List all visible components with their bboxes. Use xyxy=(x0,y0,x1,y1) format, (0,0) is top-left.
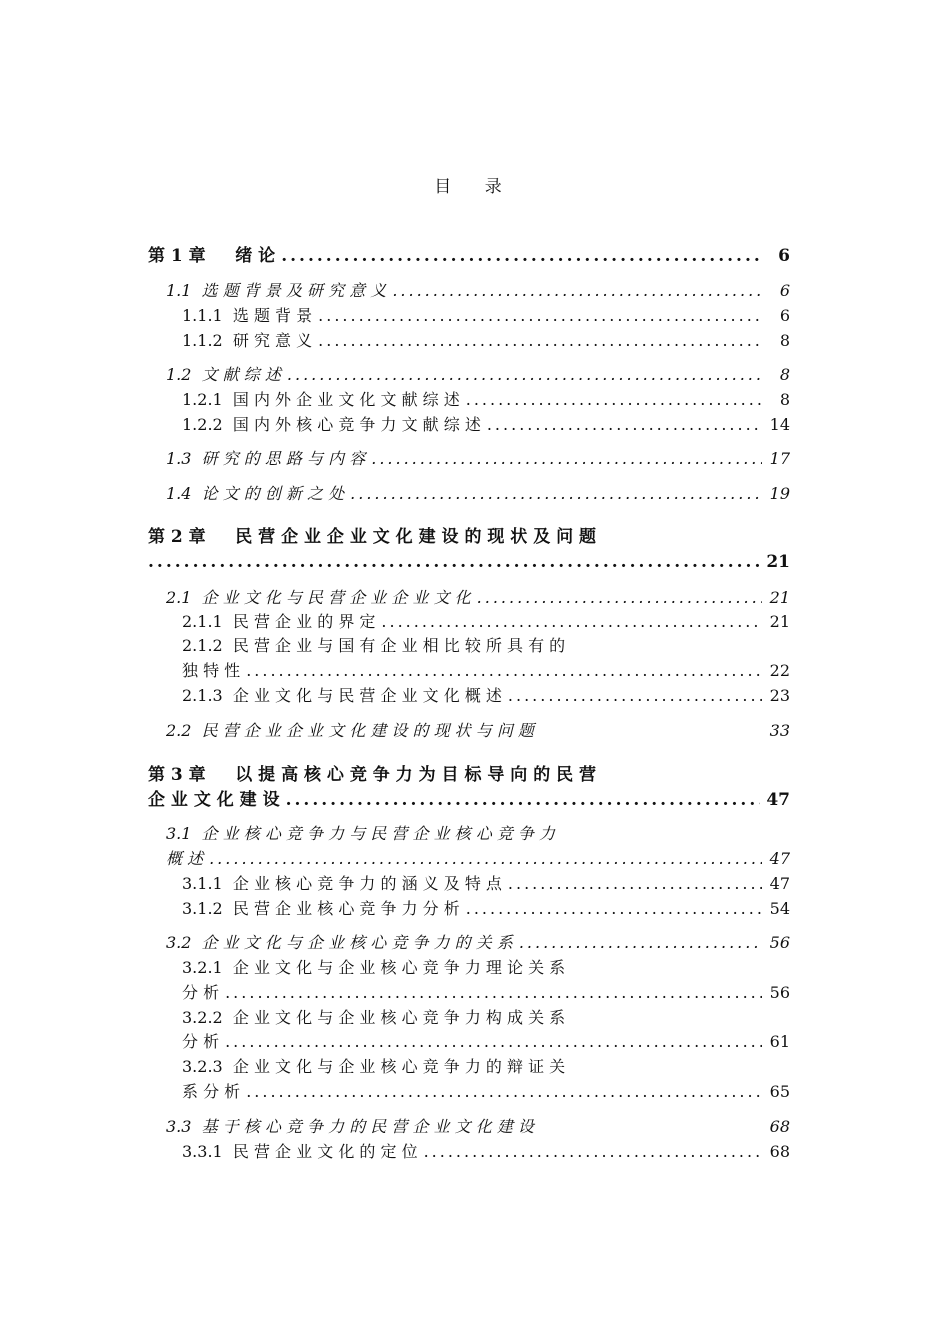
toc-title: 目 录 xyxy=(434,177,516,197)
toc-entry-title: 3.2.1 企 业 文 化 与 企 业 核 心 竞 争 力 理 论 关 系 xyxy=(182,958,566,977)
toc-entry[interactable] xyxy=(166,846,790,872)
toc-page-number: 47 xyxy=(766,790,790,810)
toc-entry-title: 企 业 文 化 建 设 xyxy=(148,790,280,810)
toc-entry[interactable] xyxy=(182,387,790,413)
toc-page-number: 68 xyxy=(769,1117,790,1136)
dot-leader xyxy=(225,1029,762,1055)
dot-leader xyxy=(371,446,762,472)
toc-page-number: 17 xyxy=(769,449,790,468)
toc-entry-title: 1.4 论 文 的 创 新 之 处 xyxy=(166,484,345,503)
toc-page-number: 56 xyxy=(769,983,790,1002)
dot-leader xyxy=(519,930,762,956)
toc-page-number: 8 xyxy=(779,390,790,409)
toc-entry-title: 3.2.2 企 业 文 化 与 企 业 核 心 竞 争 力 构 成 关 系 xyxy=(182,1008,566,1027)
toc-entry[interactable] xyxy=(148,762,790,788)
toc-entry[interactable] xyxy=(182,980,790,1006)
toc-entry[interactable] xyxy=(148,524,790,550)
toc-entry[interactable] xyxy=(166,930,790,956)
toc-entry-title: 3.2.3 企 业 文 化 与 企 业 核 心 竞 争 力 的 辩 证 关 xyxy=(182,1057,566,1076)
toc-entry[interactable] xyxy=(166,362,790,388)
toc-entry-title: 系 分 析 xyxy=(182,1082,241,1101)
toc-entry-title: 3.1.1 企 业 核 心 竞 争 力 的 涵 义 及 特 点 xyxy=(182,874,502,893)
toc-entry-title: 1.2 文 献 综 述 xyxy=(166,365,281,384)
toc-page-number: 6 xyxy=(779,281,790,300)
toc-entry-title: 3.1 企 业 核 心 竞 争 力 与 民 营 企 业 核 心 竞 争 力 xyxy=(166,824,555,843)
toc-page-number: 21 xyxy=(766,552,790,572)
dot-leader xyxy=(392,278,762,304)
toc-entry-title: 3.3.1 民 营 企 业 文 化 的 定 位 xyxy=(182,1142,418,1161)
toc-entry-title: 1.1 选 题 背 景 及 研 究 意 义 xyxy=(166,281,387,300)
dot-leader xyxy=(508,871,762,897)
toc-entry-title: 第 2 章 民 营 企 业 企 业 文 化 建 设 的 现 状 及 问 题 xyxy=(148,527,597,547)
toc-entry[interactable] xyxy=(166,718,790,744)
toc-page-number: 19 xyxy=(769,484,790,503)
toc-entry-title: 2.1.3 企 业 文 化 与 民 营 企 业 文 化 概 述 xyxy=(182,686,502,705)
toc-entry-title: 3.2 企 业 文 化 与 企 业 核 心 竞 争 力 的 关 系 xyxy=(166,933,513,952)
toc-entry[interactable] xyxy=(182,1054,790,1080)
dot-leader xyxy=(287,362,762,388)
toc-entry-title: 1.2.2 国 内 外 核 心 竞 争 力 文 献 综 述 xyxy=(182,415,481,434)
toc-entry[interactable] xyxy=(148,549,790,575)
dot-leader xyxy=(246,1079,762,1105)
toc-entry-title: 3.3 基 于 核 心 竞 争 力 的 民 营 企 业 文 化 建 设 xyxy=(166,1117,534,1136)
toc-entry[interactable] xyxy=(148,243,790,269)
dot-leader xyxy=(487,412,762,438)
dot-leader xyxy=(318,303,762,329)
toc-entry-title: 1.3 研 究 的 思 路 与 内 容 xyxy=(166,449,366,468)
dot-leader xyxy=(148,549,760,575)
toc-page-number: 14 xyxy=(769,415,790,434)
dot-leader xyxy=(209,846,762,872)
toc-page-number: 65 xyxy=(769,1082,790,1101)
toc-entry[interactable] xyxy=(182,1079,790,1105)
toc-entry-title: 分 析 xyxy=(182,983,220,1002)
toc-page-number: 47 xyxy=(769,849,790,868)
toc-entry-title: 第 3 章 以 提 高 核 心 竞 争 力 为 目 标 导 向 的 民 营 xyxy=(148,765,597,785)
toc-entry-title: 1.1.1 选 题 背 景 xyxy=(182,306,313,325)
toc-page-number: 8 xyxy=(779,331,790,350)
toc-page-number: 33 xyxy=(769,721,790,740)
toc-entry[interactable] xyxy=(148,787,790,813)
toc-entry[interactable] xyxy=(182,1005,790,1031)
toc-entry-title: 第 1 章 绪 论 xyxy=(148,246,276,266)
toc-entry-title: 2.2 民 营 企 业 企 业 文 化 建 设 的 现 状 与 问 题 xyxy=(166,721,534,740)
toc-entry[interactable] xyxy=(182,658,790,684)
toc-entry-title: 2.1 企 业 文 化 与 民 营 企 业 企 业 文 化 xyxy=(166,588,471,607)
toc-page-number: 47 xyxy=(769,874,790,893)
dot-leader xyxy=(508,683,762,709)
toc-entry[interactable] xyxy=(166,446,790,472)
toc-entry[interactable] xyxy=(182,1139,790,1165)
toc-entry[interactable] xyxy=(182,1029,790,1055)
toc-entry-title: 1.1.2 研 究 意 义 xyxy=(182,331,313,350)
dot-leader xyxy=(350,481,762,507)
dot-leader xyxy=(466,387,762,413)
dot-leader xyxy=(286,787,761,813)
toc-entry[interactable] xyxy=(182,412,790,438)
toc-page-number: 61 xyxy=(769,1032,790,1051)
toc-page-number: 21 xyxy=(769,612,790,631)
dot-leader xyxy=(477,585,762,611)
toc-entry-title: 分 析 xyxy=(182,1032,220,1051)
toc-page-number: 56 xyxy=(769,933,790,952)
toc-entry-title: 2.1.2 民 营 企 业 与 国 有 企 业 相 比 较 所 具 有 的 xyxy=(182,636,566,655)
dot-leader xyxy=(466,896,762,922)
toc-entry[interactable] xyxy=(182,955,790,981)
toc-entry[interactable] xyxy=(182,609,790,635)
toc-entry[interactable] xyxy=(166,821,790,847)
toc-entry[interactable] xyxy=(182,871,790,897)
dot-leader xyxy=(225,980,762,1006)
toc-entry[interactable] xyxy=(182,328,790,354)
toc-entry-title: 独 特 性 xyxy=(182,661,241,680)
dot-leader xyxy=(281,243,762,269)
toc-entry[interactable] xyxy=(166,278,790,304)
toc-entry[interactable] xyxy=(166,481,790,507)
dot-leader xyxy=(318,328,762,354)
toc-entry[interactable] xyxy=(166,1114,790,1140)
dot-leader xyxy=(424,1139,762,1165)
toc-page-number: 6 xyxy=(778,246,790,266)
toc-entry[interactable] xyxy=(182,896,790,922)
dot-leader xyxy=(246,658,762,684)
toc-page-number: 54 xyxy=(769,899,790,918)
toc-entry[interactable] xyxy=(182,683,790,709)
toc-entry-title: 2.1.1 民 营 企 业 的 界 定 xyxy=(182,612,376,631)
toc-entry-title: 1.2.1 国 内 外 企 业 文 化 文 献 综 述 xyxy=(182,390,460,409)
toc-page-number: 8 xyxy=(779,365,790,384)
toc-page-number: 23 xyxy=(769,686,790,705)
toc-entry-title: 3.1.2 民 营 企 业 核 心 竞 争 力 分 析 xyxy=(182,899,460,918)
toc-page-number: 68 xyxy=(769,1142,790,1161)
toc-entry[interactable] xyxy=(182,303,790,329)
toc-page-number: 6 xyxy=(779,306,790,325)
toc-entry-title: 概 述 xyxy=(166,849,204,868)
toc-page-number: 21 xyxy=(769,588,790,607)
dot-leader xyxy=(381,609,762,635)
toc-entry[interactable] xyxy=(182,633,790,659)
toc-page-number: 22 xyxy=(769,661,790,680)
toc-entry[interactable] xyxy=(166,585,790,611)
